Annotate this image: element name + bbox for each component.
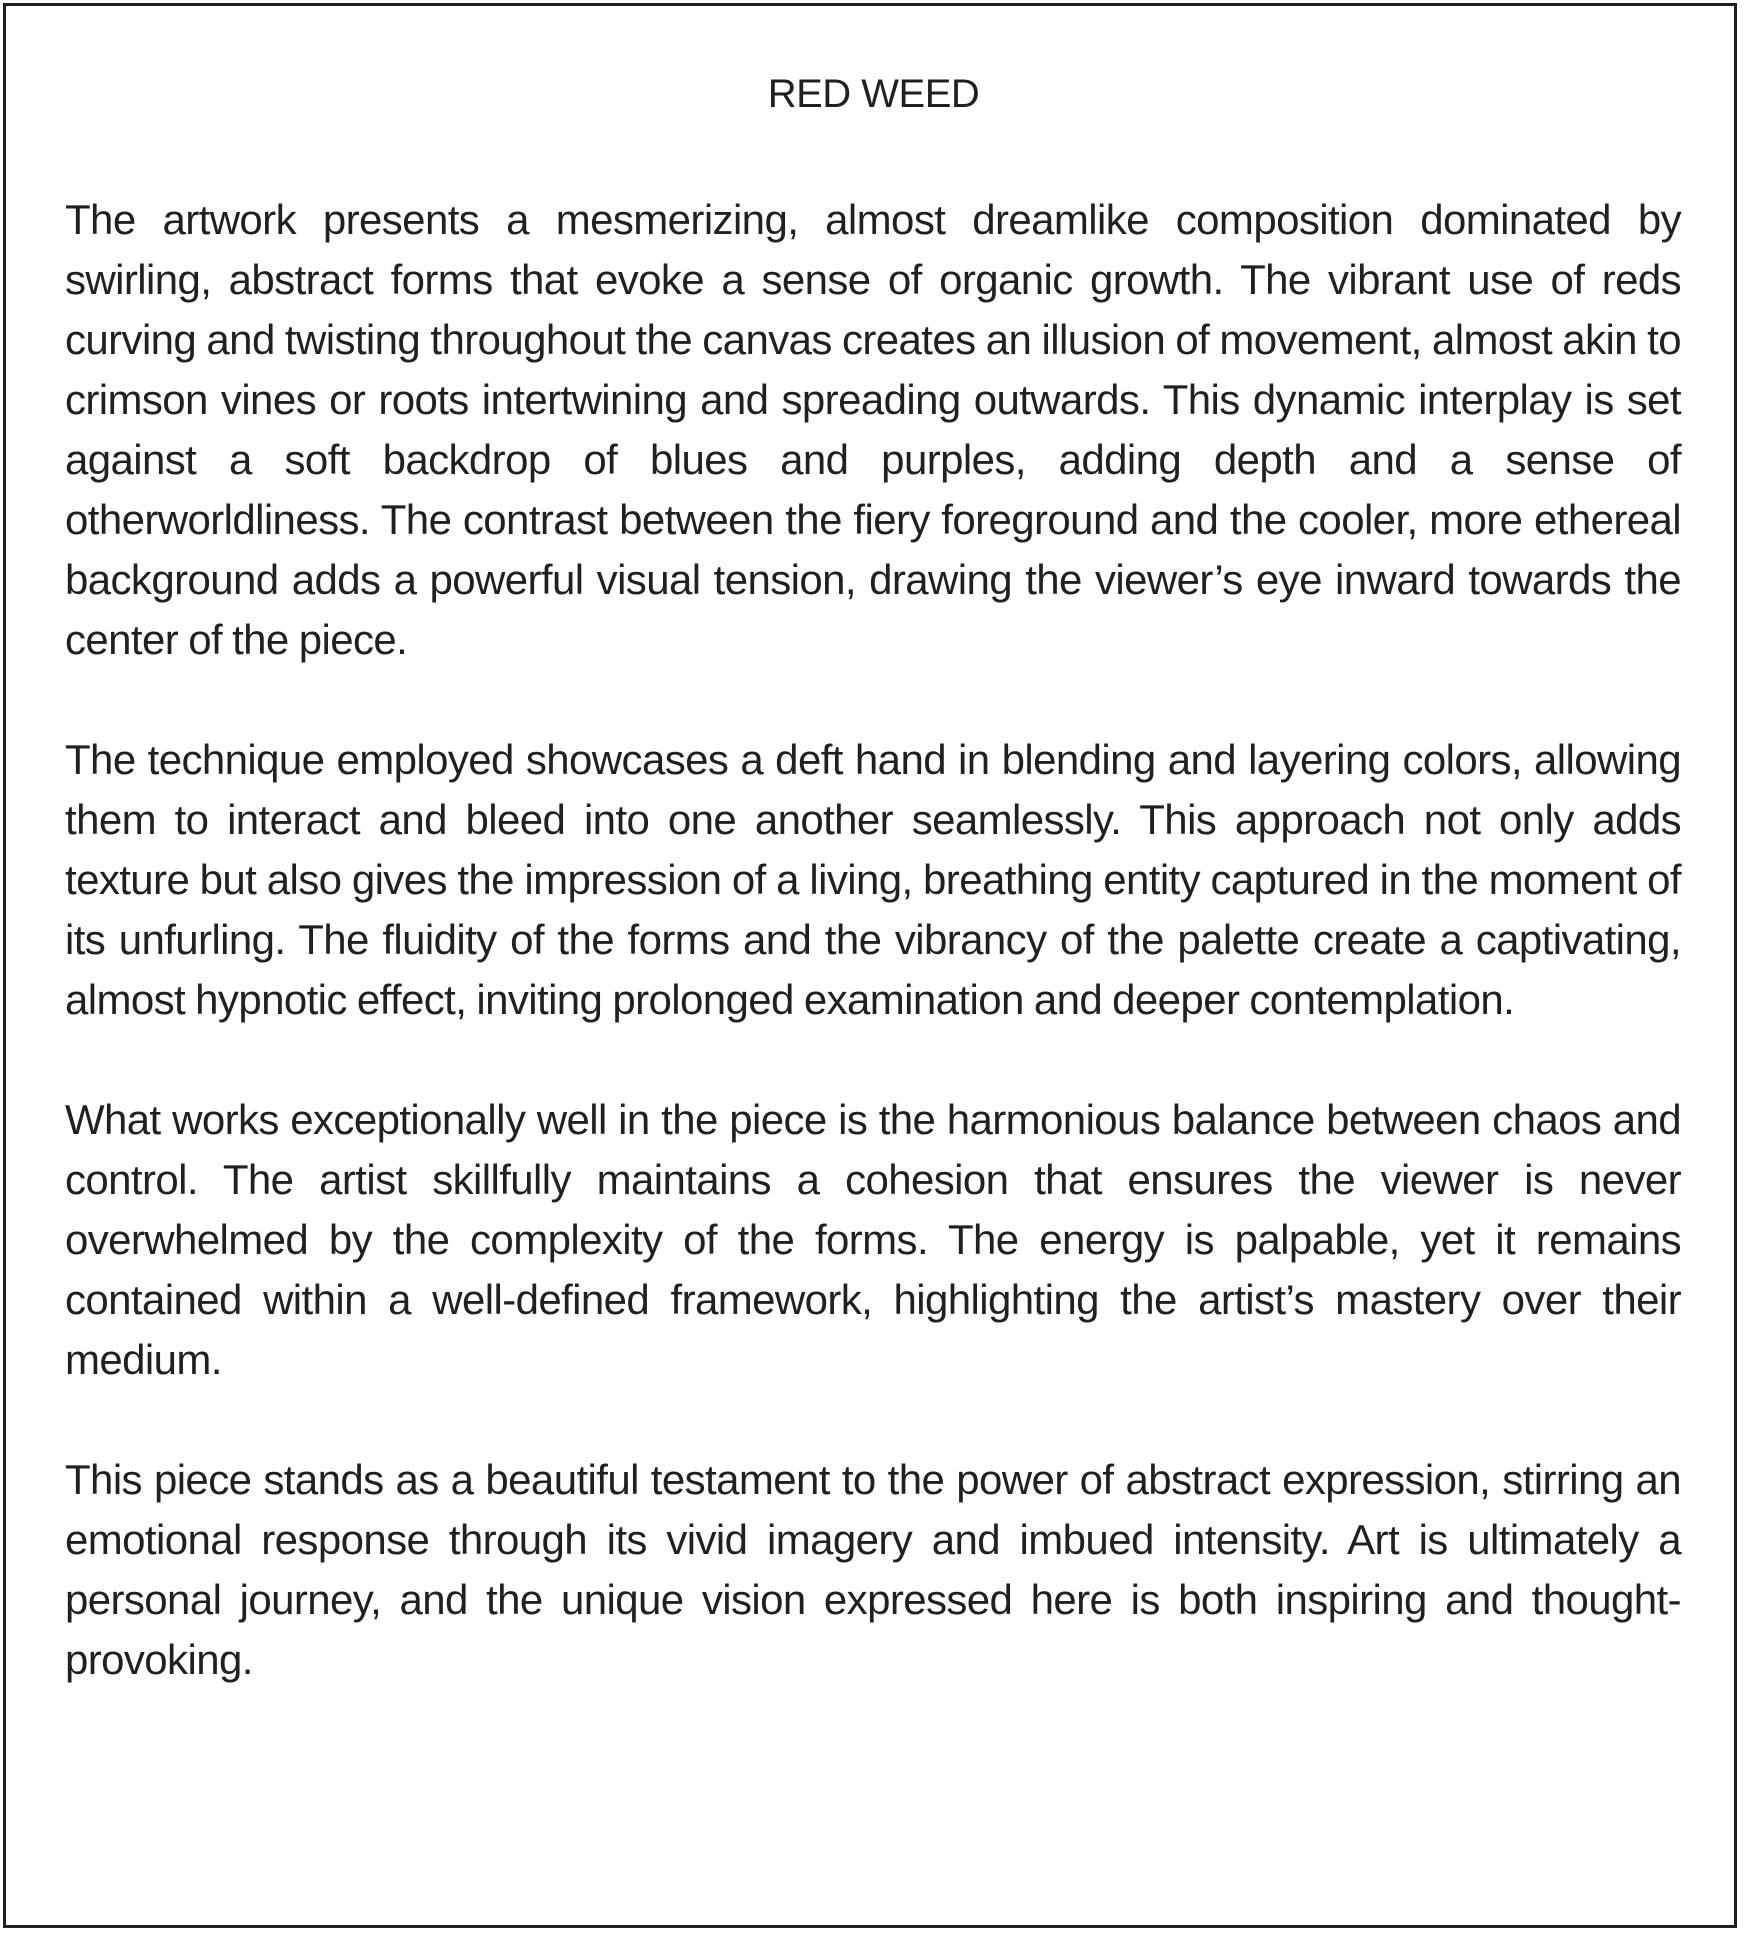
- document-body: [65, 190, 1681, 1750]
- paragraph-1: The artwork presents a mesmerizing, almost dreamlike composition dominated by swirling, abstract forms that evoke a sense of organic growth. The vibrant use of reds curving and twisting throughout the canvas creates an illusion of movement, almost akin to crimson vines or roots intertwining and spreading outwards. This dynamic interplay is set against a soft backdrop of blues and purples, adding depth and a sense of otherworldliness. The contrast between the fiery foreground and the cooler, more ethereal background adds a powerful visual tension, drawing the viewer’s eye inward towards the center of the piece.: [65, 196, 1681, 663]
- paragraph-3: What works exceptionally well in the piece is the harmonious balance between chaos and control. The artist skillfully maintains a cohesion that ensures the viewer is never overwhelmed by the complexity of the forms. The energy is palpable, yet it remains contained within a well-defined framework, highlighting the artist’s mastery over their medium.: [65, 1096, 1681, 1383]
- paragraph-2: The technique employed showcases a deft hand in blending and layering colors, allowing them to interact and bleed into one another seamlessly. This approach not only adds texture but also gives the impression of a living, breathing entity captured in the moment of its unfurling. The fluidity of the forms and the vibrancy of the palette create a captivating, almost hypnotic effect, inviting prolonged examination and deeper contemplation.: [65, 736, 1681, 1023]
- document-title: RED WEED: [767, 72, 980, 116]
- paragraph-4: This piece stands as a beautiful testament to the power of abstract expression, stirring an emotional response through its vivid imagery and imbued intensity. Art is ultimately a personal journey, and the unique vision expressed here is both inspiring and thought-provoking.: [65, 1456, 1681, 1683]
